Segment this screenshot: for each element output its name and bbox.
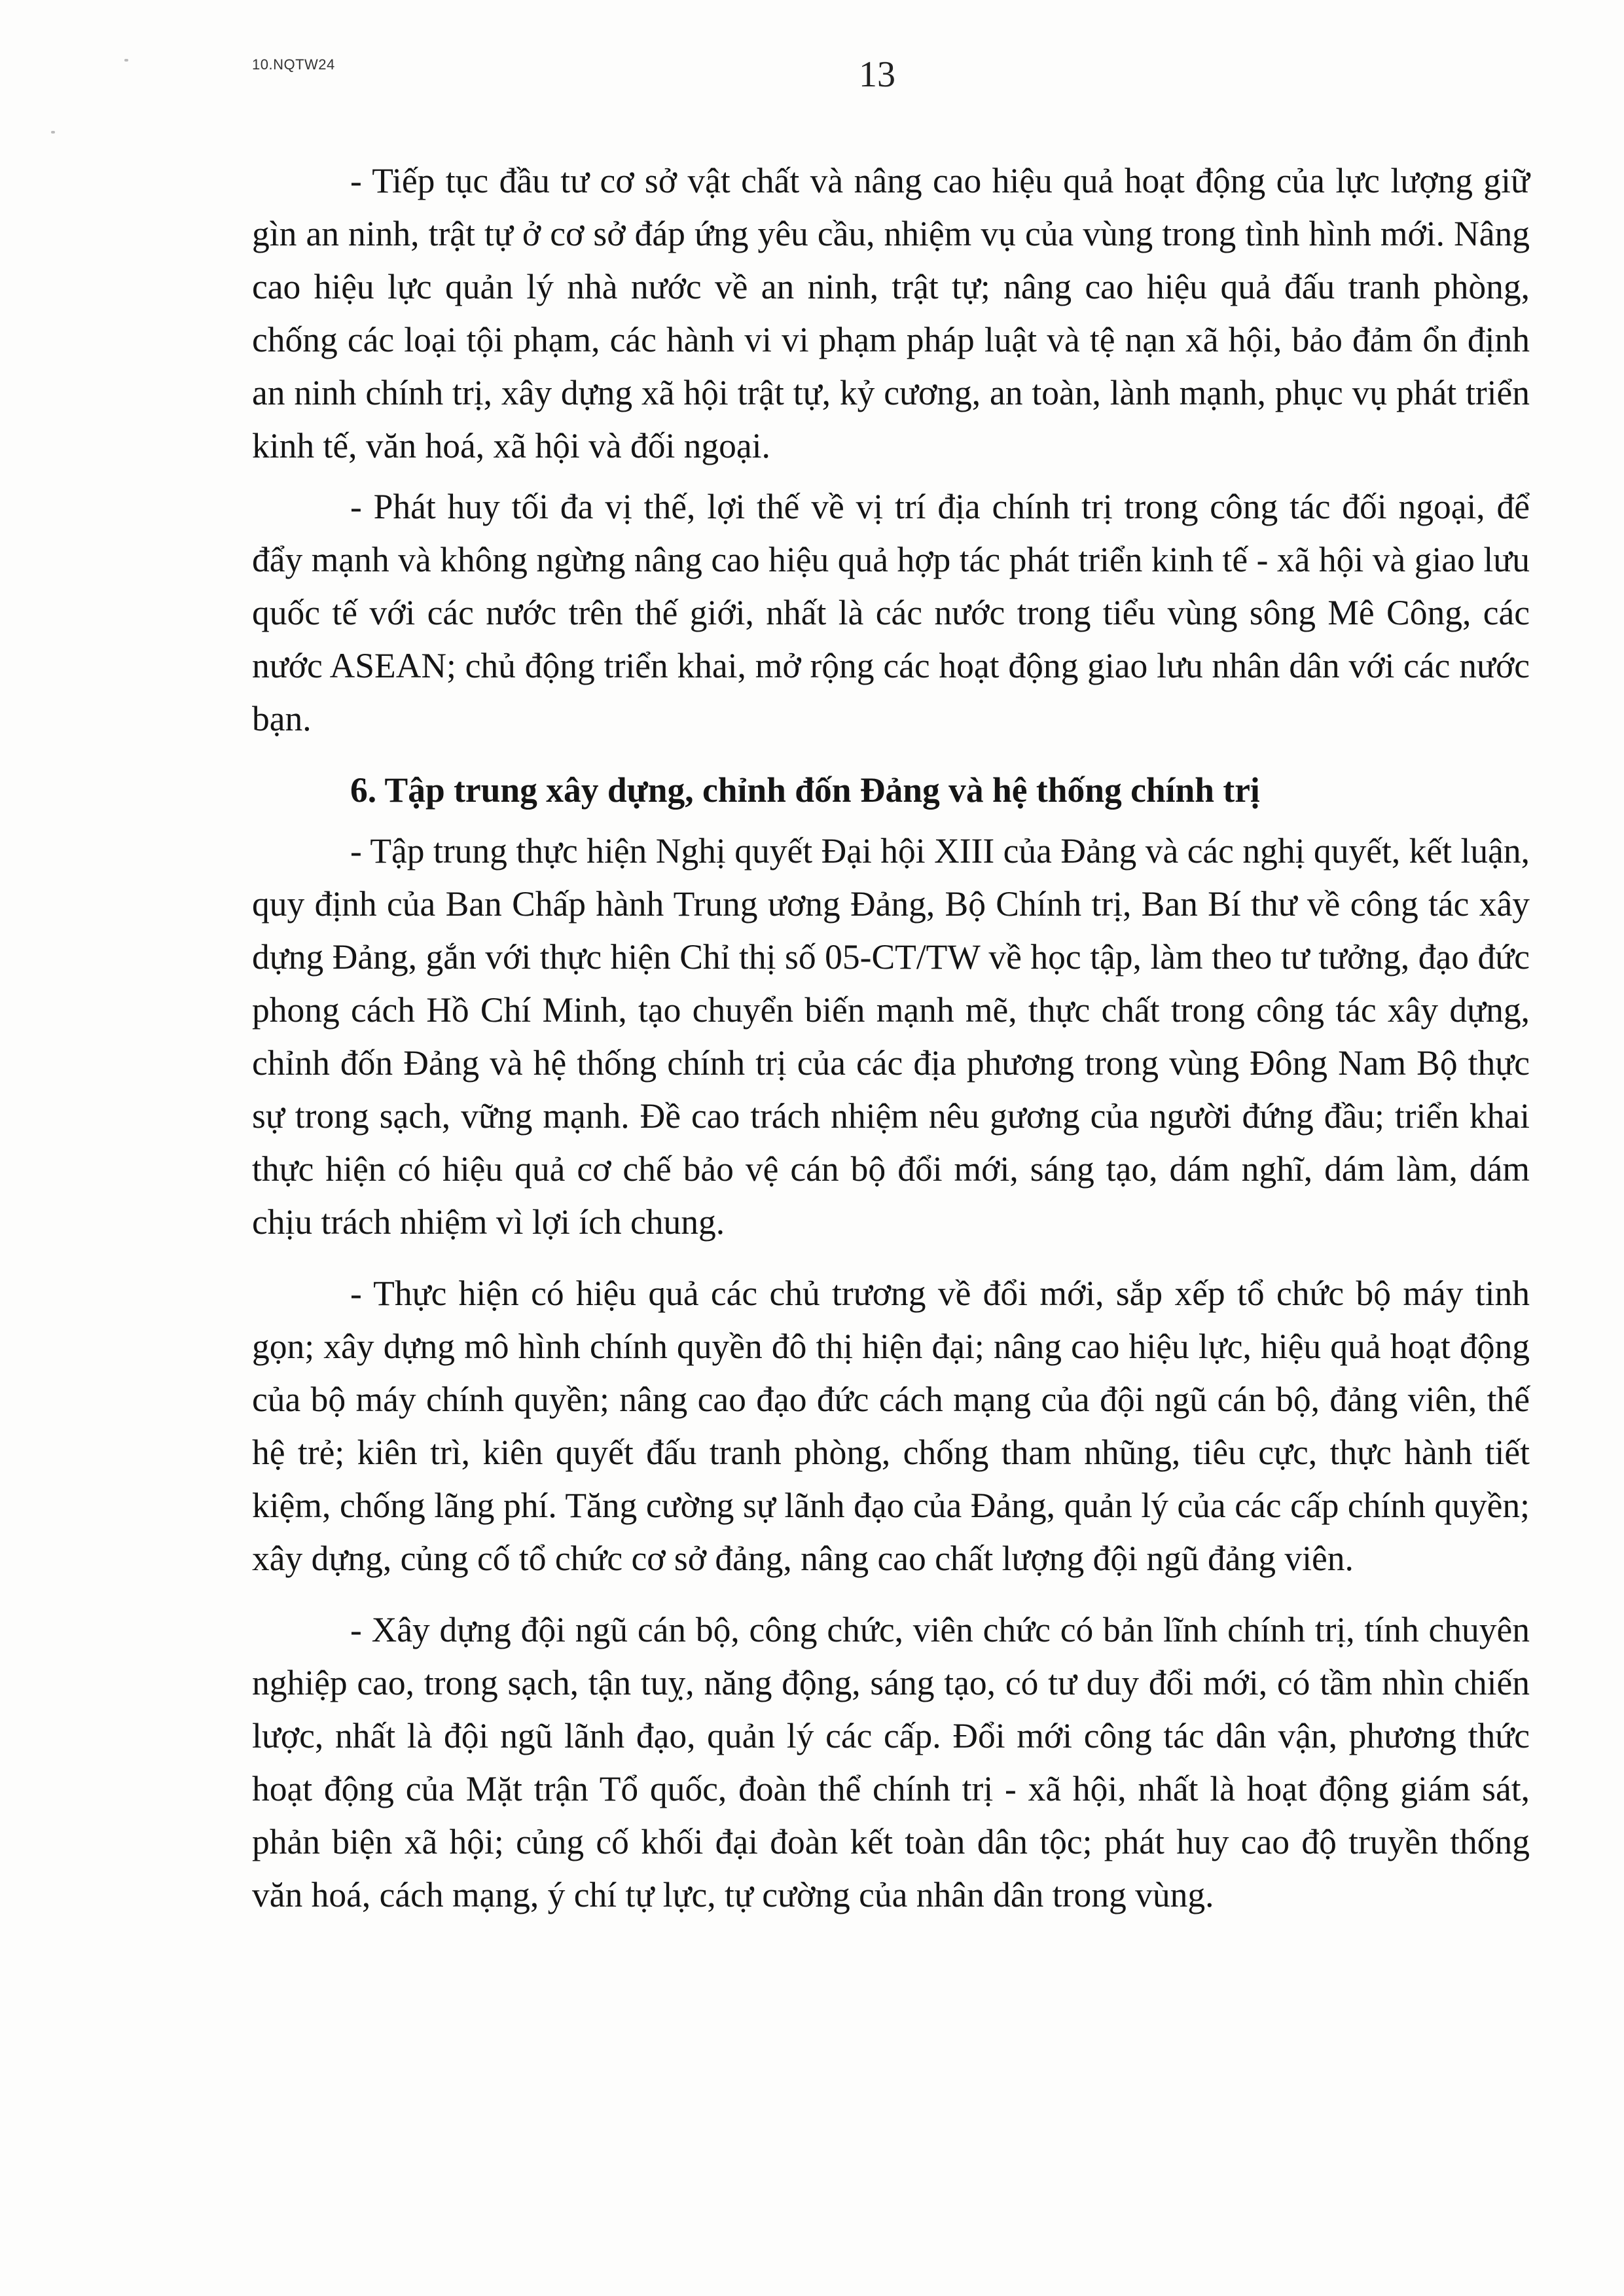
paragraph-foreign-affairs: - Phát huy tối đa vị thế, lợi thế về vị trí địa chính trị trong công tác đối ngoại, để đẩy mạnh và không ngừng nâng cao hiệu quả hợp tác phát triển kinh tế - xã hội và giao lưu quốc tế với các nước trên thế giới, nhất là các nước trong tiểu vùng sông Mê Công, các nước ASEAN; chủ động triển khai, mở rộng các hoạt động giao lưu nhân dân với các nước bạn. xyxy=(252,487,1530,738)
paragraph-apparatus-reform: - Thực hiện có hiệu quả các chủ trương về đổi mới, sắp xếp tổ chức bộ máy tinh gọn; xây dựng mô hình chính quyền đô thị hiện đại; nâng cao hiệu lực, hiệu quả hoạt động của bộ máy chính quyền; nâng cao đạo đức cách mạng của đội ngũ cán bộ, đảng viên, thế hệ trẻ; kiên trì, kiên quyết đấu tranh phòng, chống tham nhũng, tiêu cực, thực hành tiết kiệm, chống lãng phí. Tăng cường sự lãnh đạo của Đảng, quản lý của các cấp chính quyền; xây dựng, củng cố tổ chức cơ sở đảng, nâng cao chất lượng đội ngũ đảng viên. xyxy=(252,1274,1530,1578)
document-body xyxy=(252,154,1530,1922)
scan-speck xyxy=(124,59,128,62)
document-code: 10.NQTW24 xyxy=(252,56,335,73)
paragraph-party-resolution: - Tập trung thực hiện Nghị quyết Đại hội XIII của Đảng và các nghị quyết, kết luận, quy định của Ban Chấp hành Trung ương Đảng, Bộ Chính trị, Ban Bí thư về công tác xây dựng Đảng, gắn với thực hiện Chỉ thị số 05-CT/TW về học tập, làm theo tư tưởng, đạo đức phong cách Hồ Chí Minh, tạo chuyển biến mạnh mẽ, thực chất trong công tác xây dựng, chỉnh đốn Đảng và hệ thống chính trị của các địa phương trong vùng Đông Nam Bộ thực sự trong sạch, vững mạnh. Đề cao trách nhiệm nêu gương của người đứng đầu; triển khai thực hiện có hiệu quả cơ chế bảo vệ cán bộ đổi mới, sáng tạo, dám nghĩ, dám làm, dám chịu trách nhiệm vì lợi ích chung. xyxy=(252,831,1530,1242)
section-heading-party-building: 6. Tập trung xây dựng, chỉnh đốn Đảng và hệ thống chính trị xyxy=(350,770,1260,810)
paragraph-security-order: - Tiếp tục đầu tư cơ sở vật chất và nâng cao hiệu quả hoạt động của lực lượng giữ gìn an ninh, trật tự ở cơ sở đáp ứng yêu cầu, nhiệm vụ của vùng trong tình hình mới. Nâng cao hiệu lực quản lý nhà nước về an ninh, trật tự; nâng cao hiệu quả đấu tranh phòng, chống các loại tội phạm, các hành vi vi phạm pháp luật và tệ nạn xã hội, bảo đảm ổn định an ninh chính trị, xây dựng xã hội trật tự, kỷ cương, an toàn, lành mạnh, phục vụ phát triển kinh tế, văn hoá, xã hội và đối ngoại. xyxy=(252,161,1530,465)
scan-speck xyxy=(51,131,55,134)
paragraph-cadre-development: - Xây dựng đội ngũ cán bộ, công chức, viên chức có bản lĩnh chính trị, tính chuyên nghiệp cao, trong sạch, tận tuỵ, năng động, sáng tạo, có tư duy đổi mới, có tầm nhìn chiến lược, nhất là đội ngũ lãnh đạo, quản lý các cấp. Đổi mới công tác dân vận, phương thức hoạt động của Mặt trận Tổ quốc, đoàn thể chính trị - xã hội, nhất là hoạt động giám sát, phản biện xã hội; củng cố khối đại đoàn kết toàn dân tộc; phát huy cao độ truyền thống văn hoá, cách mạng, ý chí tự lực, tự cường của nhân dân trong vùng. xyxy=(252,1610,1530,1914)
page-number: 13 xyxy=(859,54,895,95)
